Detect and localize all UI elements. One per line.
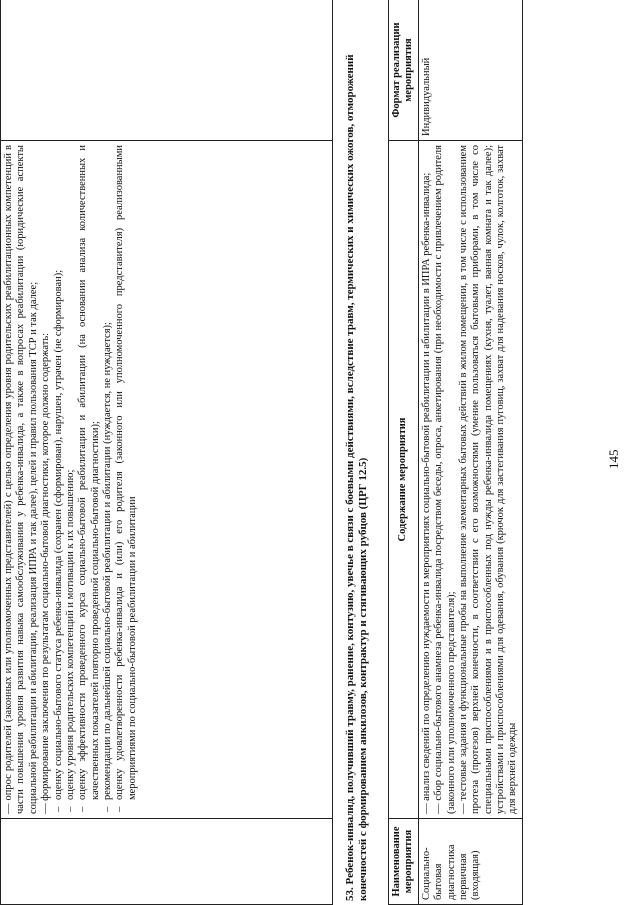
empty-name-cell: [1, 819, 333, 905]
column-header: Содержание мероприятия: [389, 141, 419, 819]
measures-table: [388, 0, 523, 905]
table-row: [418, 0, 522, 905]
list-item: — сбор социально-бытового анамнеза ребенка-инвалида посредством беседы, опроса, анкетирования (при необходимости с привлечением родителя (законного или уполномоченного представителя);: [433, 145, 457, 814]
list-item: — формирование заключения по результатам социально-бытовой диагностики, которое должно содержать:: [40, 332, 52, 814]
measure-content-cell: [418, 141, 522, 819]
column-header: Формат реализации мероприятия: [389, 0, 419, 141]
continuation-content-cell: [1, 141, 333, 819]
list-subitem: – оценку удовлетворенности ребенка-инвалида и (или) его родителя (законного или уполномоченного представителя) реализованными мероприятиями по социально-бытовой реабилитации и абилитации: [114, 145, 139, 814]
list-item: — анализ сведений по определению нуждаемости в мероприятиях социально-бытовой реабилитации и абилитации в ИПРА ребенка-инвалида;: [420, 172, 432, 814]
list-subitem: – рекомендации по дальнейшей социально-бытовой реабилитации и абилитации (нуждается, не нуждается);: [102, 145, 114, 814]
list-subitem: – оценку эффективности проведенного курса социально-бытовой реабилитации и абилитации (на основании анализа количественных и качественных показателей повторно проведенной социально-бытовой диагностики);: [77, 145, 102, 814]
list-item: — опрос родителей (законных или уполномоченных представителей) с целью определения уровня родительских реабилитационных компетенций в части повышения уровня развития навыка самообслуживания у ребенка-инвалида, а также в вопросах реабилитации (юридические аспекты социальной реабилитации и абилитации, реализация ИПРА и так далее), целей и правил пользования ТСР и так далее;: [3, 145, 39, 814]
column-header: Наименование мероприятия: [389, 819, 419, 905]
measure-format-cell: Индивидуальный: [418, 0, 522, 141]
list-item: — тестовые задания и функциональные пробы на выполнение элементарных бытовых действий в жилом помещении, в том числе с использованием протеза (протезов) верхней конечности, в соответствии с его возможностями (умение пользоваться бытовыми приборами, в том числе со специальными приспособлениями и в приспособленных под нужды ребенка-инвалида помещениях (кухня, туалет, ванная комната и так далее); устройствами и приспособлениями для одевания, обувания (крючок для застегивания пуговиц, захват для надевания носков, чулок, колготок, захват для верхней одежды: [457, 145, 519, 814]
list-subitem: – оценку уровня родительских компетенций и мотивации к их повышению;: [65, 145, 77, 814]
table-header-row: [389, 0, 419, 905]
empty-format-cell: [1, 0, 333, 141]
measure-name-cell: Социально-бытовая диагностика первичная (входящая): [418, 819, 522, 905]
section-title: 53. Ребенок-инвалид, получивший травму, ранение, контузию, увечье в связи с боевыми действиями, вследствие травм, термических и химических ожогов, отморожений конечностей с формированием анкилозов, контрактур и стягивающих рубцов (ЦРГ 12.5): [344, 54, 370, 901]
list-subitem: – оценку социально-бытового статуса ребенка-инвалида (сохранен (сформирован), нарушен, утрачен (не сформирован);: [53, 145, 65, 814]
page-number: 145: [606, 449, 621, 469]
